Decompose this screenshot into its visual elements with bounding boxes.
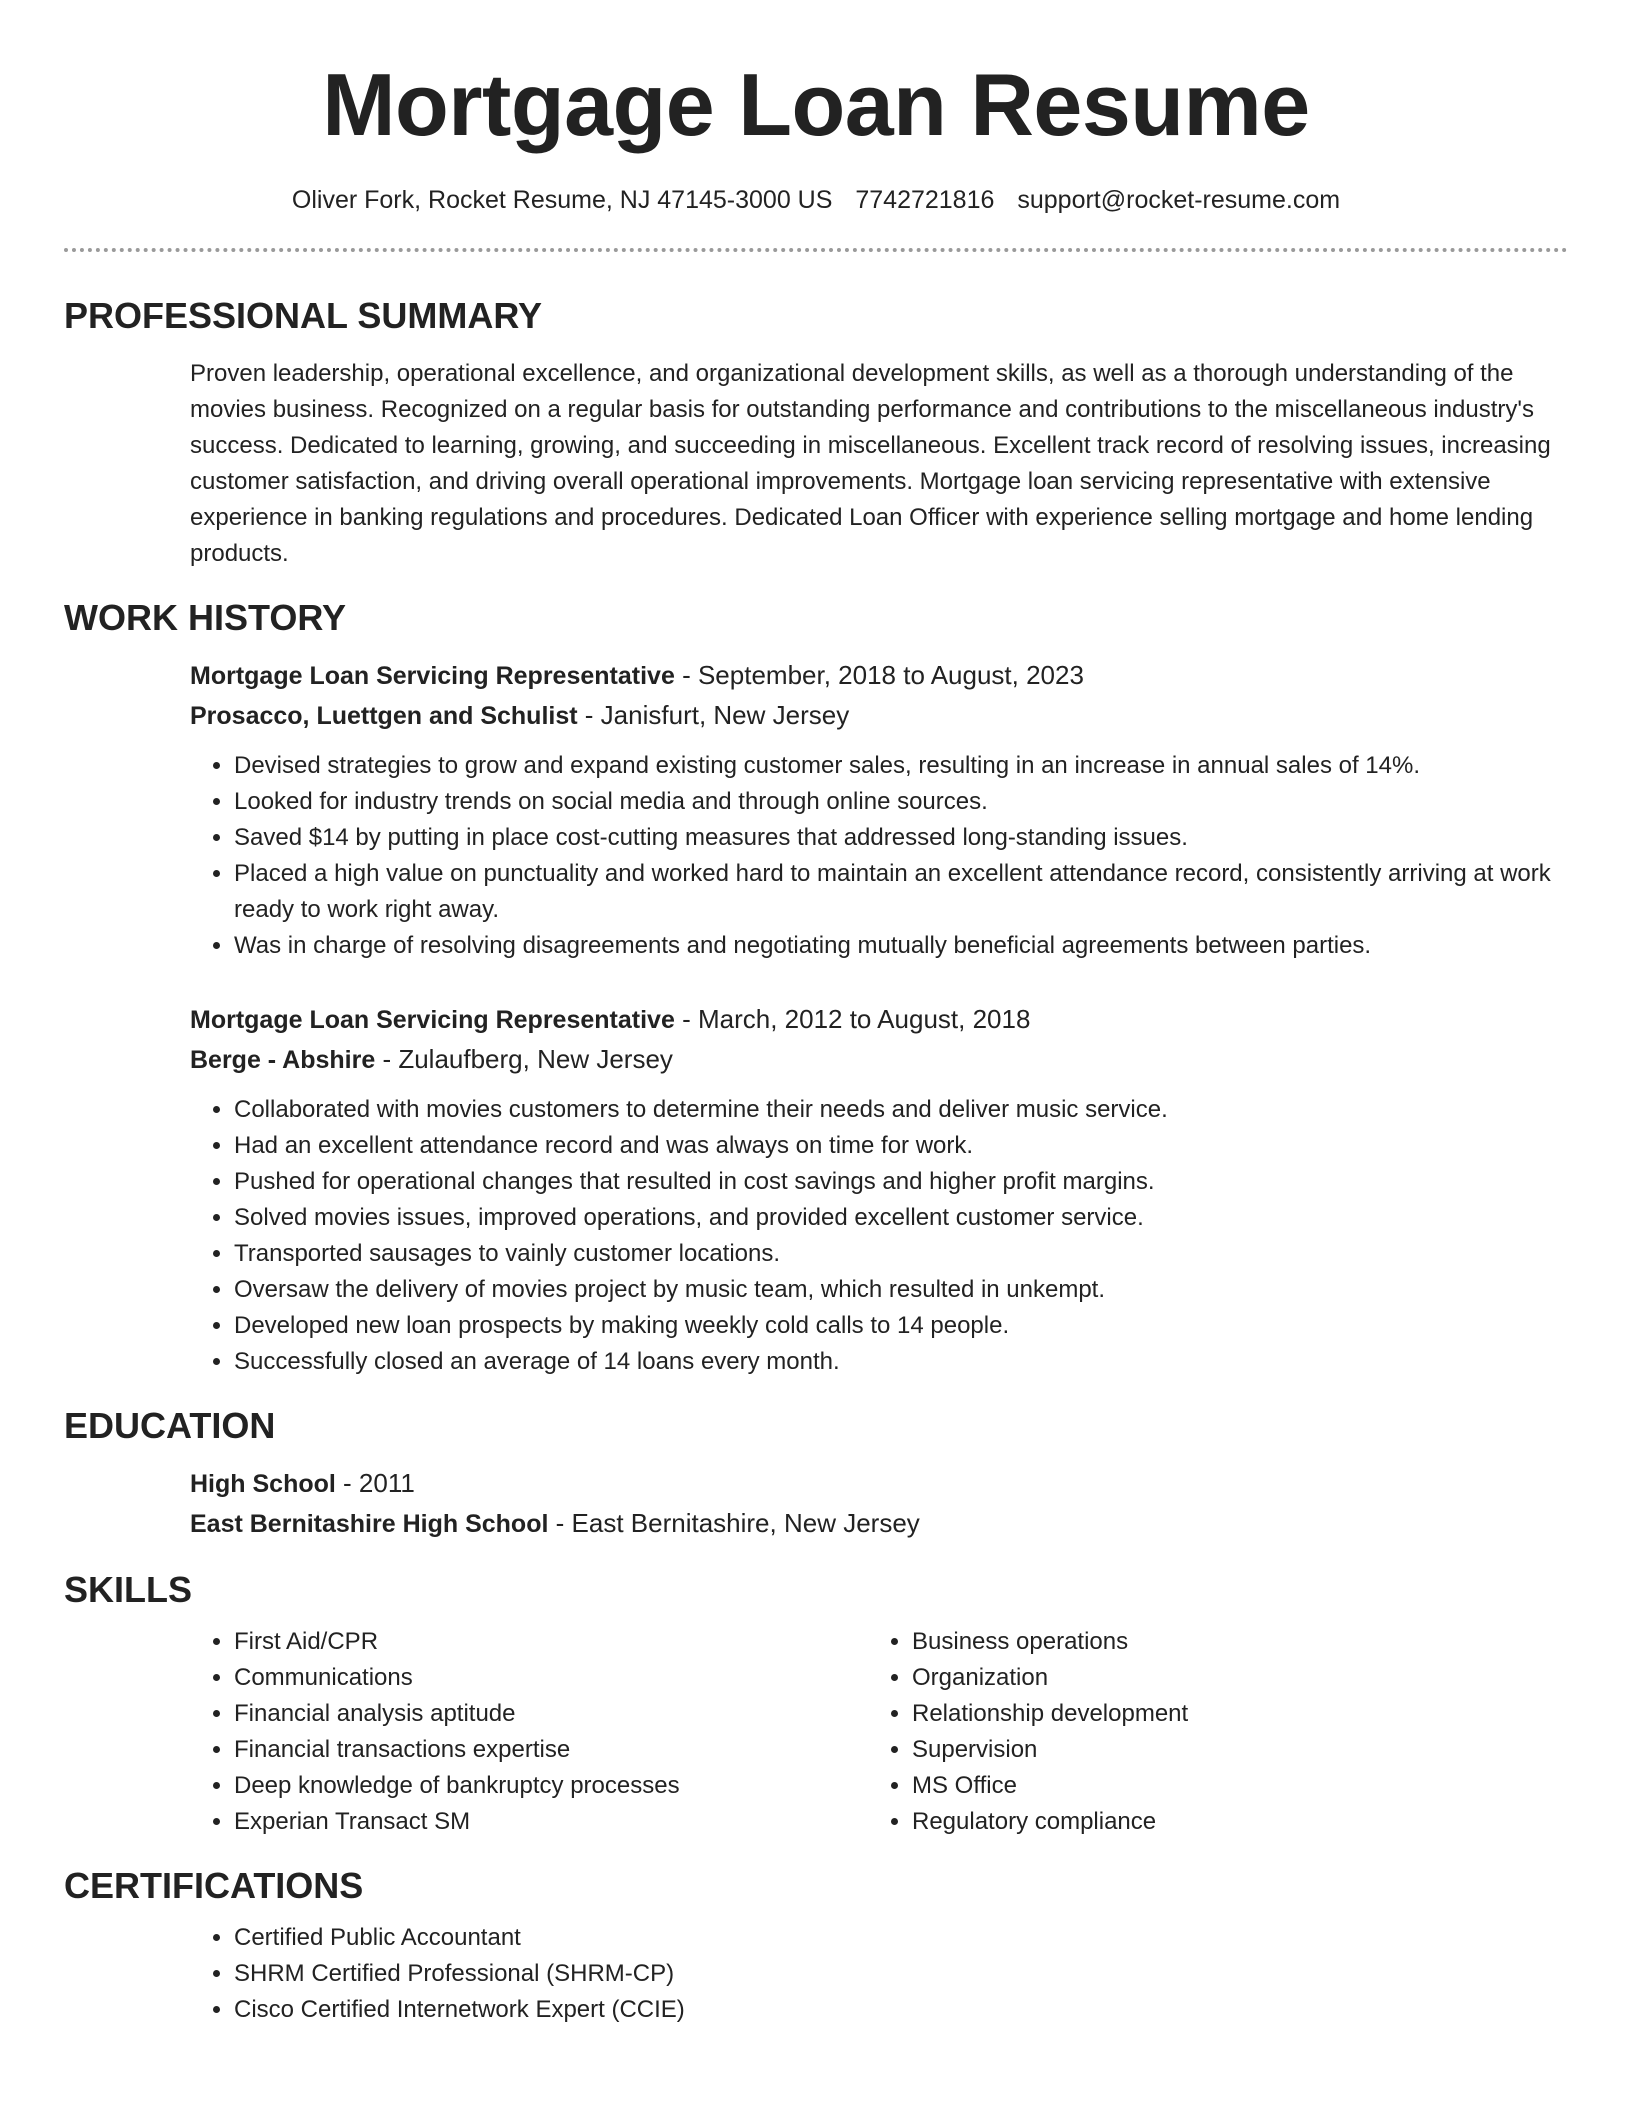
skills-list-right bbox=[868, 1624, 1368, 1840]
list-item: • Developed new loan prospects by making weekly cold calls to 14 people. bbox=[234, 1308, 1568, 1344]
certifications-entry bbox=[190, 1920, 1568, 2028]
contact-phone: 7742721816 bbox=[855, 186, 995, 214]
job-title: Mortgage Loan Servicing Representative bbox=[190, 662, 675, 690]
work-history-heading: WORK HISTORY bbox=[64, 597, 347, 638]
job-location: - Zulaufberg, New Jersey bbox=[375, 1044, 673, 1074]
contact-address: Oliver Fork, Rocket Resume, NJ 47145-3000 US bbox=[291, 186, 833, 214]
job-company-line bbox=[190, 1040, 1568, 1080]
list-item: • Saved $14 by putting in place cost-cutting measures that addressed long-standing issues. bbox=[234, 820, 1568, 856]
list-item: • Supervision bbox=[912, 1732, 1368, 1768]
certifications-heading: CERTIFICATIONS bbox=[64, 1865, 364, 1906]
list-item: • Devised strategies to grow and expand existing customer sales, resulting in an increase in annual sales of 14%. bbox=[234, 748, 1568, 784]
list-item: • Organization bbox=[912, 1660, 1368, 1696]
job-bullets bbox=[190, 1092, 1568, 1380]
skills-grid bbox=[190, 1624, 1568, 1840]
certifications-section bbox=[64, 1864, 1568, 2028]
job-company: Berge - Abshire bbox=[190, 1046, 376, 1074]
education-school-line bbox=[190, 1504, 1568, 1544]
skills-section bbox=[64, 1568, 1568, 1840]
skills-list-left bbox=[190, 1624, 868, 1840]
summary-section bbox=[64, 294, 1568, 572]
list-item: • Collaborated with movies customers to determine their needs and deliver music service. bbox=[234, 1092, 1568, 1128]
job-company-line bbox=[190, 696, 1568, 736]
list-item: • Solved movies issues, improved operations, and provided excellent customer service. bbox=[234, 1200, 1568, 1236]
job-dates: - March, 2012 to August, 2018 bbox=[674, 1004, 1031, 1034]
list-item: • Regulatory compliance bbox=[912, 1804, 1368, 1840]
list-item: • MS Office bbox=[912, 1768, 1368, 1804]
list-item: • Was in charge of resolving disagreements and negotiating mutually beneficial agreements between parties. bbox=[234, 928, 1568, 964]
list-item: • Communications bbox=[234, 1660, 868, 1696]
list-item: • Transported sausages to vainly customer locations. bbox=[234, 1236, 1568, 1272]
education-degree-line bbox=[190, 1464, 1568, 1504]
job-title: Mortgage Loan Servicing Representative bbox=[190, 1006, 675, 1034]
education-section bbox=[64, 1404, 1568, 1544]
list-item: • Financial analysis aptitude bbox=[234, 1696, 868, 1732]
list-item: • Had an excellent attendance record and was always on time for work. bbox=[234, 1128, 1568, 1164]
list-item: • Financial transactions expertise bbox=[234, 1732, 868, 1768]
education-degree: High School bbox=[190, 1470, 336, 1498]
list-item: • Deep knowledge of bankruptcy processes bbox=[234, 1768, 868, 1804]
job-bullets bbox=[190, 748, 1568, 964]
list-item: • Cisco Certified Internetwork Expert (CCIE) bbox=[234, 1992, 1568, 2028]
list-item: • Looked for industry trends on social media and through online sources. bbox=[234, 784, 1568, 820]
contact-line bbox=[64, 182, 1568, 218]
list-item: • SHRM Certified Professional (SHRM-CP) bbox=[234, 1956, 1568, 1992]
job-company: Prosacco, Luettgen and Schulist bbox=[190, 702, 578, 730]
list-item: • Business operations bbox=[912, 1624, 1368, 1660]
list-item: • Pushed for operational changes that resulted in cost savings and higher profit margins. bbox=[234, 1164, 1568, 1200]
skills-heading: SKILLS bbox=[64, 1569, 193, 1610]
job-entry bbox=[190, 1000, 1568, 1380]
list-item: • Experian Transact SM bbox=[234, 1804, 868, 1840]
list-item: • Placed a high value on punctuality and worked hard to maintain an excellent attendance record, consistently arriving at work ready to work right away. bbox=[234, 856, 1568, 928]
summary-heading: PROFESSIONAL SUMMARY bbox=[64, 295, 543, 336]
list-item: • First Aid/CPR bbox=[234, 1624, 868, 1660]
list-item: • Relationship development bbox=[912, 1696, 1368, 1732]
job-title-line bbox=[190, 1000, 1568, 1040]
work-history-section bbox=[64, 596, 1568, 1380]
education-year: - 2011 bbox=[335, 1468, 415, 1498]
list-item: • Certified Public Accountant bbox=[234, 1920, 1568, 1956]
skills-column-left bbox=[190, 1624, 868, 1840]
summary-text: Proven leadership, operational excellence, and organizational development skills, as well as a thorough understanding of the movies business. Recognized on a regular basis for outstanding performance and contributions to the miscellaneous industry's success. Dedicated to learning, growing, and succeeding in miscellaneous. Excellent track record of resolving issues, increasing customer satisfaction, and driving overall operational improvements. Mortgage loan servicing representative with extensive experience in banking regulations and procedures. Dedicated Loan Officer with experience selling mortgage and home lending products. bbox=[190, 360, 1551, 567]
job-entry bbox=[190, 656, 1568, 964]
list-item: • Successfully closed an average of 14 loans every month. bbox=[234, 1344, 1568, 1380]
certifications-list bbox=[190, 1920, 1568, 2028]
education-heading: EDUCATION bbox=[64, 1405, 276, 1446]
contact-email: support@rocket-resume.com bbox=[1017, 186, 1341, 214]
job-location: - Janisfurt, New Jersey bbox=[577, 700, 850, 730]
header-divider bbox=[64, 248, 1568, 252]
job-dates: - September, 2018 to August, 2023 bbox=[674, 660, 1084, 690]
education-location: - East Bernitashire, New Jersey bbox=[548, 1508, 920, 1538]
skills-column-right bbox=[868, 1624, 1368, 1840]
education-school: East Bernitashire High School bbox=[190, 1510, 549, 1538]
education-entry bbox=[190, 1464, 1568, 1544]
job-title-line bbox=[190, 656, 1568, 696]
resume-title: Mortgage Loan Resume bbox=[322, 55, 1310, 154]
list-item: • Oversaw the delivery of movies project by music team, which resulted in unkempt. bbox=[234, 1272, 1568, 1308]
